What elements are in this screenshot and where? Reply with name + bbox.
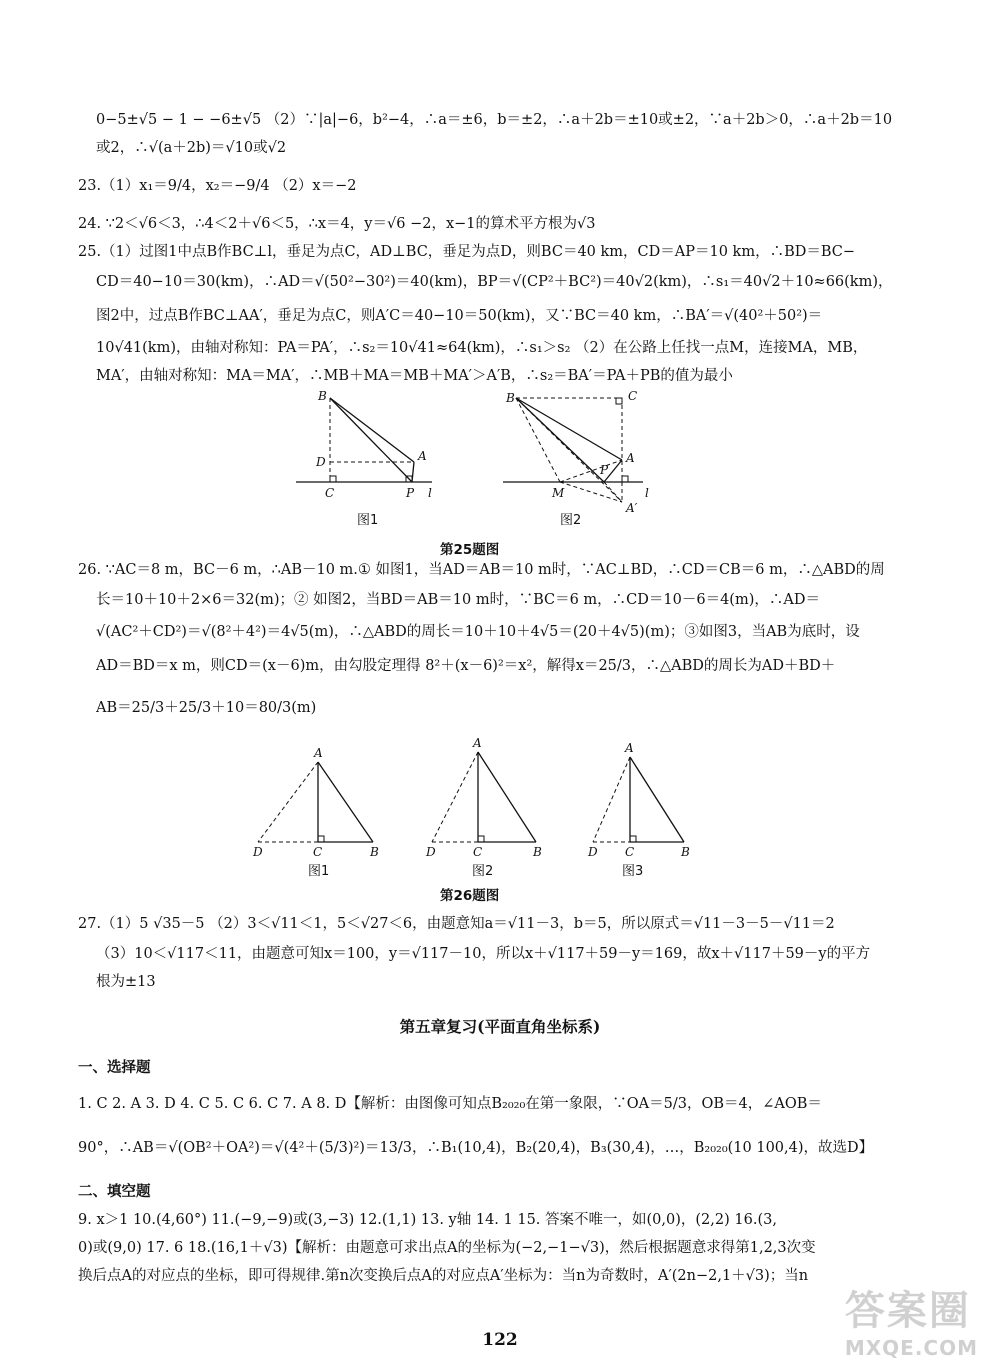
point-label-P: P <box>600 463 609 477</box>
point-label-C: C <box>325 486 335 500</box>
point-label-A: A <box>625 741 634 755</box>
point-label-B: B <box>318 389 327 403</box>
q25-figure-2 <box>503 389 649 515</box>
point-label-B: B <box>681 845 690 859</box>
text-line: 图2中，过点B作BC⊥AA′，垂足为点C，则A′C＝40−10＝50(km)，又∵BC＝40 km，∴BA′＝√(40²＋50²)＝ <box>96 308 823 324</box>
text-line: （3）10＜√117＜11，由题意可知x＝100，y＝√117－10，所以x＋√117＋59－y＝169，故x＋√117＋59－y的平方 <box>96 946 871 962</box>
point-label-A: A <box>418 449 427 463</box>
answer-25: 25.（1）过图1中点B作BC⊥l，垂足为点C，AD⊥BC，垂足为点D，则BC＝40 km，CD＝AP＝10 km，∴BD＝BC− <box>78 244 856 260</box>
section-heading: 二、填空题 <box>78 1183 151 1200</box>
q25-figure-1 <box>296 389 432 500</box>
q26-figure-2 <box>425 736 542 859</box>
point-label-D: D <box>316 455 326 469</box>
point-label-D: D <box>426 845 436 859</box>
point-label-C: C <box>313 845 323 859</box>
multiple-choice-answers: 1. C 2. A 3. D 4. C 5. C 6. C 7. A 8. D【解析：由图像可知点B₂₀₂₀在第一象限，∵OA＝5/3，OB＝4，∠AOB＝ <box>78 1096 822 1112</box>
point-label-A-prime: A′ <box>626 501 638 515</box>
point-label-C: C <box>625 845 635 859</box>
point-label-B: B <box>506 391 515 405</box>
point-label-B: B <box>533 845 542 859</box>
answer-24: 24. ∵2＜√6＜3，∴4＜2＋√6＜5，∴x＝4，y＝√6 −2，x−1的算术平方根为√3 <box>78 216 596 232</box>
point-label-P: P <box>406 486 415 500</box>
watermark-url: MXQE.COM <box>844 1336 978 1360</box>
figure-caption: 图1 <box>357 513 379 528</box>
text-line: √(AC²＋CD²)＝√(8²＋4²)＝4√5(m)，∴△ABD的周长＝10＋10＋4√5＝(20＋4√5)(m)；③如图3，当AB为底时，设 <box>96 624 860 640</box>
point-label-A: A <box>473 736 482 750</box>
q26-figure-title: 第26题图 <box>440 888 500 904</box>
text-line: MA′，由轴对称知：MA＝MA′，∴MB＋MA＝MB＋MA′＞A′B，∴s₂＝BA′＝PA＋PB的值为最小 <box>96 368 733 384</box>
fill-blank-answers: 9. x＞1 10.(4,60°) 11.(−9,−9)或(3,−3) 12.(1,1) 13. y轴 14. 1 15. 答案不唯一，如(0,0)，(2,2) 16.(3, <box>78 1212 777 1228</box>
watermark <box>845 1279 978 1360</box>
answer-27: 27.（1）5 √35－5 （2）3＜√11＜1，5＜√27＜6，由题意知a＝√11－3，b＝5，所以原式＝√11－3－5－√11＝2 <box>78 916 835 932</box>
text-line: CD＝40−10＝30(km)，∴AD＝√(50²−30²)＝40(km)，BP＝√(CP²＋BC²)＝40√2(km)，∴s₁＝40√2＋10≈66(km)， <box>96 274 893 290</box>
answer-26: 26. ∵AC＝8 m，BC－6 m，∴AB－10 m.① 如图1，当AD＝AB＝10 m时，∵AC⊥BD，∴CD＝CB＝6 m，∴△ABD的周 <box>78 562 885 578</box>
text-line: AD＝BD＝x m，则CD＝(x－6)m，由勾股定理得 8²＋(x－6)²＝x²，解得x＝25/3，∴△ABD的周长为AD＋BD＋ <box>96 658 836 674</box>
line-label-l: l <box>645 486 649 500</box>
text-line: 长＝10＋10＋2×6＝32(m)；② 如图2，当BD＝AB＝10 m时，∵BC＝6 m，∴CD＝10－6＝4(m)，∴AD＝ <box>96 592 820 608</box>
q26-figure-3 <box>587 741 690 859</box>
point-label-C: C <box>473 845 483 859</box>
text-line: AB＝25/3＋25/3＋10＝80/3(m) <box>96 700 317 716</box>
point-label-A: A <box>314 746 323 760</box>
point-label-C: C <box>628 389 638 403</box>
q26-figure-1 <box>252 746 379 859</box>
point-label-D: D <box>253 845 263 859</box>
chapter-title: 第五章复习(平面直角坐标系) <box>399 1017 601 1036</box>
point-label-D: D <box>588 845 598 859</box>
text-line: 根为±13 <box>96 974 156 990</box>
figure-caption: 图2 <box>472 864 494 879</box>
text-line: 或2，∴√(a＋2b)＝√10或√2 <box>96 140 287 156</box>
point-label-B: B <box>370 845 379 859</box>
figure-caption: 图1 <box>308 864 330 879</box>
answer-23: 23.（1）x₁＝9/4，x₂＝−9/4 （2）x＝−2 <box>78 178 357 194</box>
text-line: 0−5±√5 − 1 − −6±√5 （2）∵|a|−6，b²−4，∴a＝±6，b＝±2，∴a＋2b＝±10或±2，∵a＋2b＞0，∴a＋2b＝10 <box>96 112 893 128</box>
q25-figure-title: 第25题图 <box>440 542 500 558</box>
text-line: 0)或(9,0) 17. 6 18.(16,1＋√3)【解析：由题意可求出点A的坐标为(−2,−1−√3)，然后根据题意求得第1,2,3次变 <box>78 1240 816 1256</box>
text-line: 10√41(km)，由轴对称知：PA＝PA′，∴s₂＝10√41≈64(km)，∴s₁＞s₂ （2）在公路上任找一点M，连接MA，MB， <box>96 340 868 356</box>
watermark-logo-text: 答案圈 <box>844 1288 971 1334</box>
text-line: 90°，∴AB＝√(OB²＋OA²)＝√(4²＋(5/3)²)＝13/3，∴B₁(10,4)，B₂(20,4)，B₃(30,4)，…，B₂₀₂₀(10 100,4)，故选D】 <box>78 1140 874 1156</box>
page-number: 122 <box>482 1330 518 1350</box>
text-line: 换后点A的对应点的坐标，即可得规律.第n次变换后点A的对应点A′坐标为：当n为奇数时，A′(2n−2,1＋√3)；当n <box>78 1268 809 1284</box>
point-label-A: A <box>626 451 635 465</box>
point-label-M: M <box>552 486 565 500</box>
line-label-l: l <box>428 486 432 500</box>
figure-caption: 图3 <box>622 864 644 879</box>
figure-caption: 图2 <box>560 513 582 528</box>
section-heading: 一、选择题 <box>78 1059 151 1076</box>
